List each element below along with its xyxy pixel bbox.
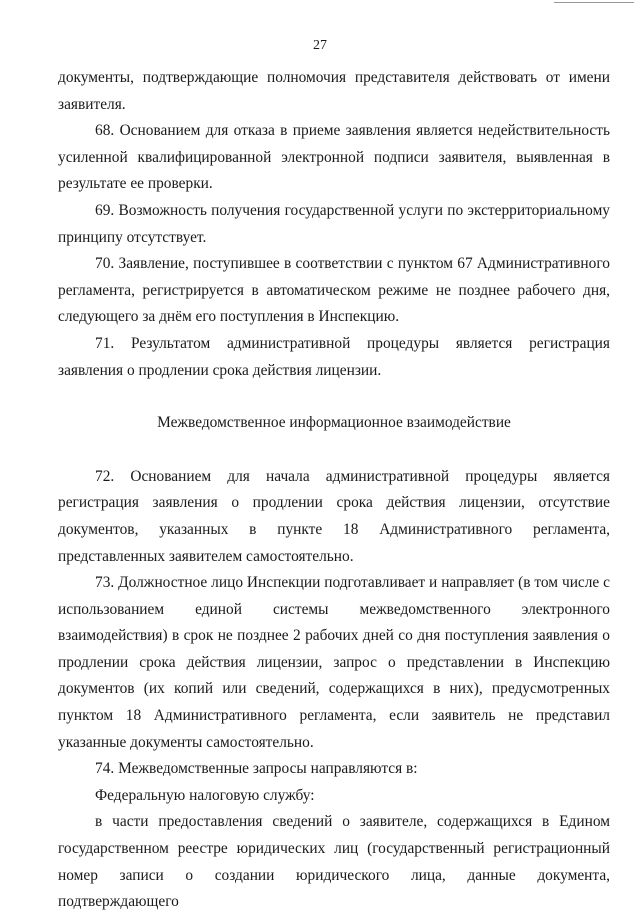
paragraph-70: 70. Заявление, поступившее в соответствии с пунктом 67 Административного регламента, регистрируется в автоматическом режиме не позднее рабочего дня, следующего за днём его поступления в Инспекцию. — [58, 255, 610, 326]
paragraph-fns: Федеральную налоговую службу: — [95, 786, 315, 804]
page-number: 27 — [313, 38, 327, 53]
paragraph-continuation: документы, подтверждающие полномочия представителя действовать от имени заявителя. — [58, 69, 610, 113]
paragraph-egrul: в части предоставления сведений о заявителе, содержащихся в Едином государственном реестре юридических лиц (государственный регистрационный номер записи о создании юридического лица, данные документа, подтверждающего — [58, 813, 610, 911]
top-edge-line — [554, 2, 634, 3]
paragraph-68: 68. Основанием для отказа в приеме заявления является недействительность усиленной квалифицированной электронной подписи заявителя, выявленная в результате ее проверки. — [58, 122, 610, 193]
paragraph-74: 74. Межведомственные запросы направляются в: — [95, 760, 418, 778]
paragraph-71: 71. Результатом административной процедуры является регистрация заявления о продлении срока действия лицензии. — [58, 334, 610, 379]
paragraph-73: 73. Должностное лицо Инспекции подготавливает и направляет (в том числе с использованием единой системы межведомственного электронного взаимодействия) в срок не позднее 2 рабочих дней со дня поступления заявления о продлении срока действия лицензии, запрос о представлении в Инспекцию документов (их копий или сведений, содержащихся в них), предусмотренных пунктом 18 Административного регламента, если заявитель не представил указанные документы самостоятельно. — [58, 574, 610, 751]
paragraph-72: 72. Основанием для начала административной процедуры является регистрация заявления о продлении срока действия лицензии, отсутствие документов, указанных в пункте 18 Административного регламента, представленных заявителем самостоятельно. — [58, 467, 610, 565]
document-body — [58, 65, 610, 916]
paragraph-69: 69. Возможность получения государственной услуги по экстерриториальному принципу отсутствует. — [58, 201, 610, 246]
section-heading: Межведомственное информационное взаимодействие — [157, 414, 511, 432]
